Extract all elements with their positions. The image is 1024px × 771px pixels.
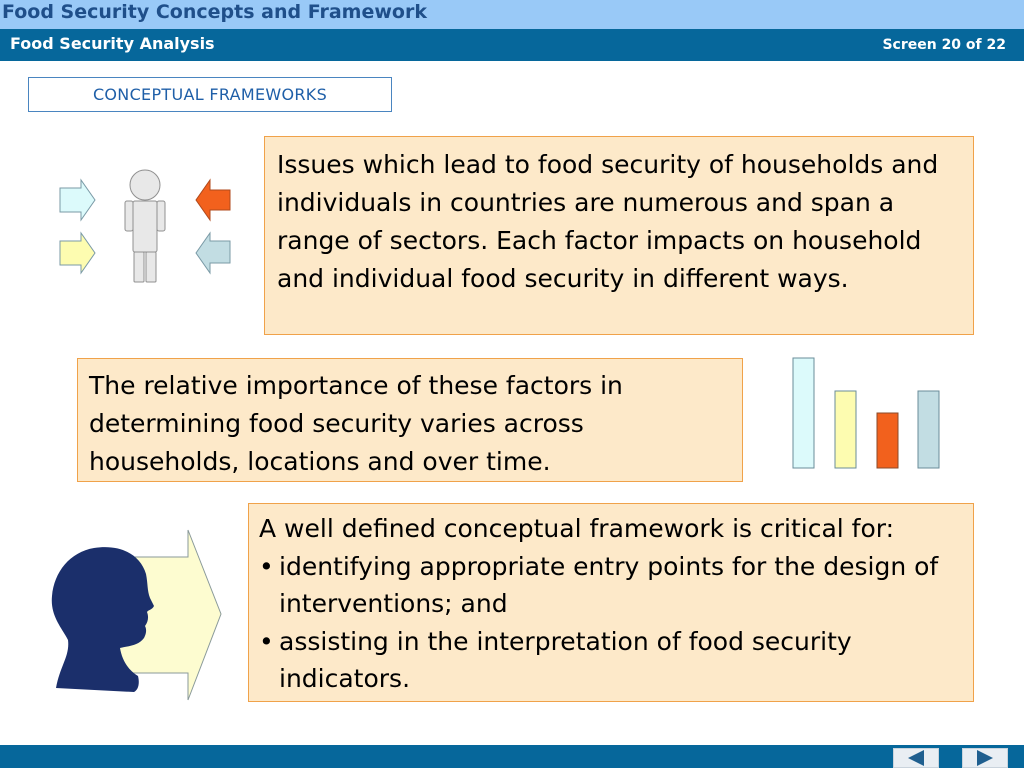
arrow-left-icon: [196, 233, 230, 273]
bar-orange: [877, 413, 898, 468]
bullet-mark: •: [259, 626, 274, 656]
person-arrows-graphic: [55, 165, 235, 290]
bullet-text: identifying appropriate entry points for the design of interventions; and: [279, 551, 939, 618]
bar-teal: [918, 391, 939, 468]
next-screen-button[interactable]: [962, 748, 1008, 768]
module-title: Food Security Analysis: [10, 34, 215, 53]
bottom-bar: [0, 745, 1024, 768]
head-arrow-graphic: [48, 528, 226, 703]
section-label: CONCEPTUAL FRAMEWORKS: [28, 77, 392, 112]
importance-text-box: The relative importance of these factors in determining food security varies across households, locations and over time.: [77, 358, 743, 482]
bar-yellow: [835, 391, 856, 468]
course-title: Food Security Concepts and Framework: [2, 1, 427, 23]
previous-screen-button[interactable]: [893, 748, 939, 768]
framework-text-box: [248, 503, 974, 702]
framework-intro: A well defined conceptual framework is critical for:: [259, 514, 895, 543]
triangle-left-icon: [894, 749, 938, 767]
arrow-left-icon: [196, 180, 230, 220]
bullet-text: assisting in the interpretation of food security indicators.: [279, 626, 852, 693]
screen-counter: Screen 20 of 22: [882, 37, 1006, 53]
bullet-mark: •: [259, 551, 274, 581]
bar-cyan: [793, 358, 814, 468]
list-item: [259, 623, 963, 698]
list-item: [259, 548, 963, 623]
person-figure-icon: [125, 170, 165, 282]
bar-chart-icon: [790, 355, 942, 473]
top-title-bar: [0, 0, 1024, 29]
module-bar: [0, 29, 1024, 61]
arrow-right-icon: [60, 180, 95, 220]
arrow-right-icon: [60, 233, 95, 273]
triangle-right-icon: [963, 749, 1007, 767]
factors-text-box: Issues which lead to food security of households and individuals in countries are numerous and span a range of sectors. Each factor impacts on household and individual food security in different ways.: [264, 136, 974, 335]
